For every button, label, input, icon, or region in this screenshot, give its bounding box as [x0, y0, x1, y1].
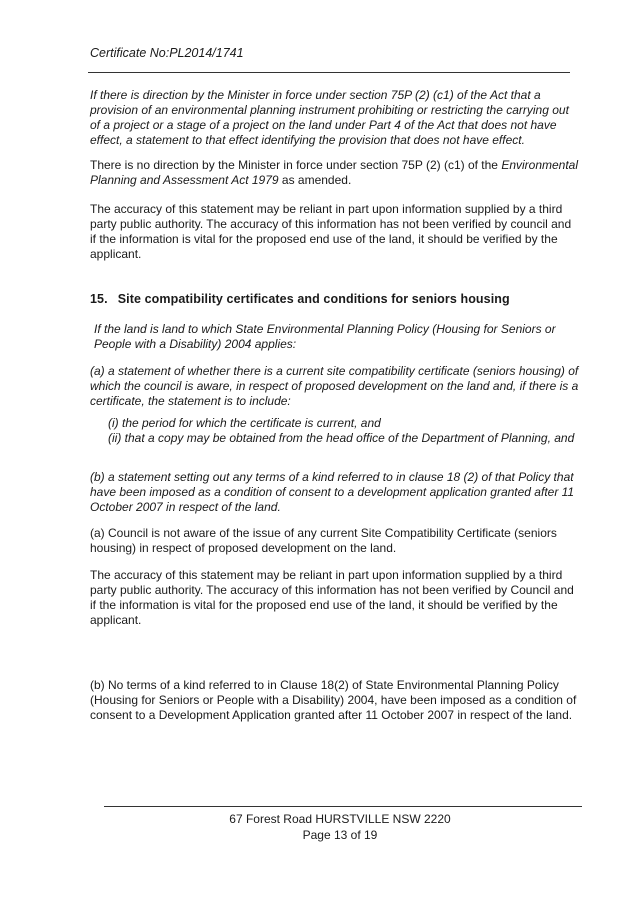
section14-question: If there is direction by the Minister in force under section 75P (2) (c1) of the Act that a provision of an environmental planning instrument prohibiting or restricting the carrying out of a project or a stage of a project on the land under Part 4 of the Act that does not have effect, a statement to that effect identifying the provision that does not have effect. — [90, 88, 569, 147]
section15-heading — [90, 292, 590, 306]
section15-accuracy: The accuracy of this statement may be reliant in part upon information supplied by a third party public authority. The accuracy of this information has not been verified by Council and if the information is vital for the proposed end use of the land, it should be verified by the applicant. — [90, 568, 574, 627]
section15-intro: If the land is land to which State Environmental Planning Policy (Housing for Seniors or People with a Disability) 2004 applies: — [94, 322, 556, 351]
footer-rule — [104, 806, 582, 807]
section14-answer — [90, 158, 580, 188]
section15-item-b: (b) a statement setting out any terms of a kind referred to in clause 18 (2) of that Policy that have been imposed as a condition of consent to a development application granted after 11 October 2007 in respect of the land. — [90, 470, 575, 514]
section14-answer-suffix: as amended. — [278, 173, 352, 187]
section14-answer-prefix: There is no direction by the Minister in force under section 75P (2) (c1) of the — [90, 158, 502, 172]
section15-item-a: (a) a statement of whether there is a current site compatibility certificate (seniors housing) of which the council is aware, in respect of proposed development on the land and, if there is a certificate, the statement is to include: — [90, 364, 579, 408]
section15-sublist — [90, 416, 580, 446]
certificate-number: Certificate No:PL2014/1741 — [90, 46, 244, 60]
section14-accuracy: The accuracy of this statement may be reliant in part upon information supplied by a third party public authority. The accuracy of this information has not been verified by council and if the information is vital for the proposed end use of the land, it should be verified by the applicant. — [90, 202, 572, 261]
section15-title: Site compatibility certificates and conditions for seniors housing — [117, 292, 510, 306]
section15-item-ii: (ii) that a copy may be obtained from the head office of the Department of Planning, and — [108, 431, 575, 445]
footer-address: 67 Forest Road HURSTVILLE NSW 2220 — [229, 812, 451, 826]
section15-number: 15. — [90, 292, 108, 306]
section15-item-i: (i) the period for which the certificate is current, and — [108, 416, 381, 430]
header-rule — [88, 72, 570, 73]
section15-answer-a: (a) Council is not aware of the issue of any current Site Compatibility Certificate (seniors housing) in respect of proposed development on the land. — [90, 526, 557, 555]
section15-answer-b: (b) No terms of a kind referred to in Clause 18(2) of State Environmental Planning Policy (Housing for Seniors or People with a Disability) 2004, have been imposed as a condition of consent to a Development Application granted after 11 October 2007 in respect of the land. — [90, 678, 577, 722]
section14-answer-act: Environmental Planning and Assessment Act 1979 — [90, 158, 579, 187]
footer-page-number: Page 13 of 19 — [302, 828, 378, 842]
